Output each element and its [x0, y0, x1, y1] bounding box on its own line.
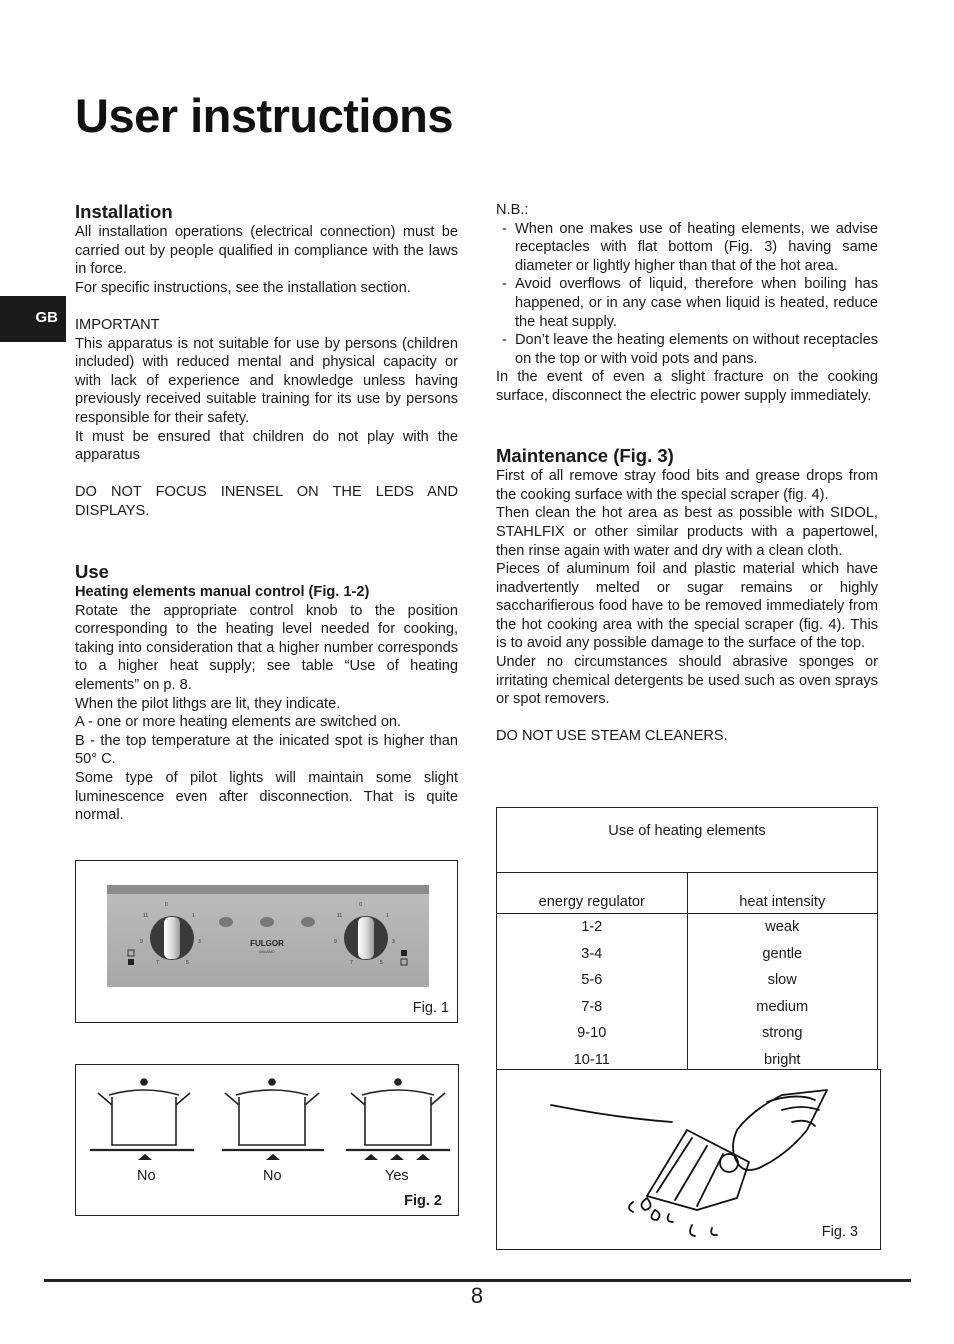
nb-paragraph: In the event of even a slight fracture on the cooking surface, disconnect the electric power supply immediately.: [496, 369, 878, 404]
maintenance-paragraph: Under no circumstances should abrasive sponges or irritating chemical detergents be used such as oven sprays or spot removers.: [496, 654, 878, 708]
installation-paragraph: All installation operations (electrical connection) must be carried out by people qualified in compliance with the laws in force.: [75, 224, 458, 278]
steam-warning: DO NOT USE STEAM CLEANERS.: [496, 728, 728, 745]
table-row: [497, 967, 878, 994]
knob-mark: 1: [192, 913, 195, 919]
knob-mark: 11: [143, 913, 149, 919]
list-item: - Don’t leave the heating elements on without receptacles on the top or with void pots and pans.: [496, 331, 878, 368]
knob-mark: 1: [386, 913, 389, 919]
right-column: [496, 201, 878, 746]
scraper-illustration: [497, 1070, 880, 1249]
table-header: heat intensity: [687, 873, 878, 914]
table-cell: 5-6: [497, 967, 688, 994]
figure-1: [75, 860, 458, 1023]
language-tab: [0, 296, 66, 342]
figure-2: [75, 1064, 459, 1216]
knob-mark: 3: [198, 939, 201, 945]
table-cell: 10-11: [497, 1047, 688, 1074]
figure-1-label: Fig. 1: [412, 1000, 449, 1016]
list-item: - When one makes use of heating elements, we advise receptacles with flat bottom (Fig. 3) having same diameter or lightly higher than that of the hot area.: [496, 220, 878, 276]
use-heading: Use: [75, 561, 109, 583]
table-cell: slow: [687, 967, 878, 994]
use-paragraph: Some type of pilot lights will maintain some slight luminescence even after disconnection. That is quite normal.: [75, 770, 458, 824]
left-column: [75, 201, 458, 825]
language-tab-label: GB: [35, 309, 58, 326]
fig2-caption: No: [137, 1168, 156, 1184]
pilot-light-icon: [219, 917, 233, 927]
important-label: IMPORTANT: [75, 316, 160, 333]
table-cell: 1-2: [497, 914, 688, 941]
table-row: [497, 1020, 878, 1047]
pot-icon: [98, 1079, 190, 1145]
hand-icon: [733, 1090, 827, 1170]
heat-arrow-icon: [416, 1154, 430, 1160]
brand-logo: FULGOR: [250, 939, 284, 948]
figure-3-label: Fig. 3: [821, 1224, 858, 1240]
nb-label: N.B.:: [496, 202, 529, 218]
figure-2-label: Fig. 2: [404, 1193, 442, 1209]
pot-icon: [225, 1079, 319, 1145]
led-warning: DO NOT FOCUS INENSEL ON THE LEDS AND DISPLAYS.: [75, 484, 458, 519]
table-cell: 7-8: [497, 994, 688, 1021]
page-title: User instructions: [75, 89, 454, 142]
figure-3: [496, 1069, 881, 1250]
table-cell: bright: [687, 1047, 878, 1074]
pot-position-illustration: [76, 1065, 458, 1215]
table-title: Use of heating elements: [497, 808, 878, 873]
knob-mark: 5: [186, 960, 189, 966]
knob-mark: 7: [350, 960, 353, 966]
heat-arrow-icon: [138, 1154, 152, 1160]
knob-mark: 0: [165, 902, 168, 908]
use-subheading: Heating elements manual control (Fig. 1-2): [75, 584, 370, 601]
use-paragraph: A - one or more heating elements are switched on.: [75, 714, 402, 731]
pilot-light-icon: [301, 917, 315, 927]
knob-mark: 9: [140, 939, 143, 945]
table-header-row: [497, 873, 878, 914]
fig2-caption: Yes: [385, 1168, 409, 1184]
fig2-caption: No: [263, 1168, 282, 1184]
maintenance-heading: Maintenance (Fig. 3): [496, 445, 674, 467]
pot-icon: [351, 1079, 445, 1145]
pilot-light-icon: [260, 917, 274, 927]
knob-mark: 0: [359, 902, 362, 908]
installation-paragraph: This apparatus is not suitable for use by persons (children included) with reduced mental and physical capacity or with lack of experience and knowledge unless having previously received suitable training for its use by persons responsible for their safety.: [75, 335, 458, 426]
table-row: [497, 994, 878, 1021]
footer-divider: [44, 1279, 911, 1282]
table-cell: 3-4: [497, 941, 688, 968]
use-paragraph: Rotate the appropriate control knob to the position corresponding to the heating level needed for cooking, taking into consideration that a higher number corresponds to a higher heat supply; see table “Use of heating elements” on p. 8.: [75, 602, 458, 694]
installation-paragraph: For specific instructions, see the installation section.: [75, 279, 411, 296]
control-panel-illustration: [76, 861, 457, 1022]
table-cell: 9-10: [497, 1020, 688, 1047]
use-paragraph: B - the top temperature at the inicated spot is higher than 50° C.: [75, 732, 458, 768]
maintenance-paragraph: First of all remove stray food bits and grease drops from the cooking surface with the special scraper (fig. 4).: [496, 468, 878, 503]
installation-heading: Installation: [75, 201, 173, 222]
table-cell: strong: [687, 1020, 878, 1047]
knob-mark: 7: [156, 960, 159, 966]
heat-arrow-icon: [390, 1154, 404, 1160]
table-cell: gentle: [687, 941, 878, 968]
nb-list: [496, 220, 878, 369]
knob-mark: 9: [334, 939, 337, 945]
heating-elements-table: [496, 807, 878, 1074]
table-cell: medium: [687, 994, 878, 1021]
table-row: [497, 914, 878, 941]
brand-subtitle: MILANO: [259, 949, 275, 954]
heat-arrow-icon: [266, 1154, 280, 1160]
page-number: 8: [470, 1283, 484, 1308]
knob-mark: 5: [380, 960, 383, 966]
table-header: energy regulator: [497, 873, 688, 914]
maintenance-paragraph: Then clean the hot area as best as possible with SIDOL, STAHLFIX or other similar products with a papertowel, then rinse again with water and dry with a clean cloth.: [496, 505, 878, 559]
table-row: [497, 941, 878, 968]
knob-mark: 3: [392, 939, 395, 945]
use-paragraph: When the pilot lithgs are lit, they indicate.: [75, 695, 341, 712]
installation-paragraph: It must be ensured that children do not play with the apparatus: [75, 428, 458, 464]
maintenance-paragraph: Pieces of aluminum foil and plastic material which have inadvertently melted or sugar remains or highly saccharifierous food have to be removed immediately from the hot cooking area with the special scraper (fig. 4). This is to avoid any possible damage to the surface of the top.: [496, 561, 878, 652]
list-item: - Avoid overflows of liquid, therefore when boiling has happened, or in any case when liquid is heated, reduce the heat supply.: [496, 275, 878, 331]
table-title-row: [497, 808, 878, 873]
table-cell: weak: [687, 914, 878, 941]
knob-mark: 11: [337, 913, 343, 919]
heat-arrow-icon: [364, 1154, 378, 1160]
